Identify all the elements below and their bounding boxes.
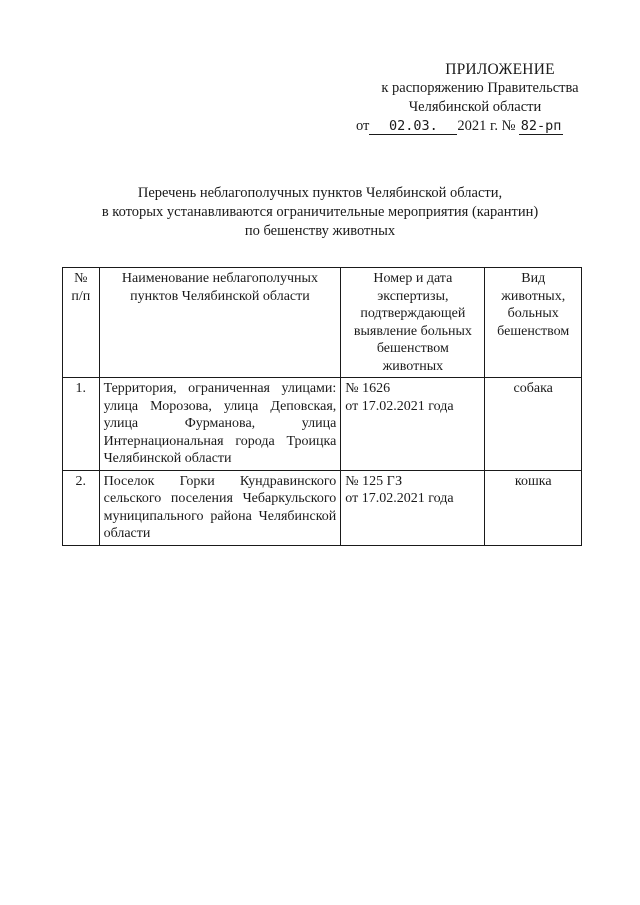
exam-date: от 17.02.2021 года — [345, 491, 454, 506]
exam-number: № 125 ГЗ — [345, 473, 403, 489]
order-date: 02.03. — [369, 118, 457, 135]
header-examination: Номер и дата экспертизы, подтверждающей выявление больных бешенством животных — [341, 268, 485, 378]
row-animal-kind: кошка — [485, 470, 582, 545]
affected-points-table — [62, 267, 582, 546]
from-label: от — [356, 118, 370, 134]
header-name: Наименование неблагополучных пунктов Челябинской области — [99, 268, 341, 378]
header-number: № п/п — [63, 268, 100, 378]
row-examination — [341, 470, 485, 545]
exam-date: от 17.02.2021 года — [345, 398, 454, 414]
row-animal-kind: собака — [485, 378, 582, 471]
appendix-title: ПРИЛОЖЕНИЕ — [445, 61, 555, 78]
heading-line-1: Перечень неблагополучных пунктов Челябинской области, — [137, 185, 503, 201]
appendix-block — [340, 60, 600, 136]
table-row — [63, 378, 582, 471]
year-label: 2021 г. № — [457, 118, 516, 134]
exam-number: № 1626 — [345, 381, 391, 396]
appendix-order-line: к распоряжению Правительства — [381, 80, 579, 96]
order-number: 82-рп — [520, 118, 562, 134]
document-heading — [80, 184, 560, 241]
heading-line-3: по бешенству животных — [244, 223, 396, 239]
row-number: 1. — [63, 378, 100, 471]
row-number: 2. — [63, 470, 100, 545]
table-header-row — [63, 268, 582, 378]
table-row — [63, 470, 582, 545]
row-name: Территория, ограниченная улицами: улица Морозова, улица Деповская, улица Фурманова, улица Интернациональная города Троицка Челябинской области — [99, 378, 341, 471]
row-examination — [341, 378, 485, 471]
heading-line-2: в которых устанавливаются ограничительные мероприятия (карантин) — [101, 204, 539, 220]
row-name: Поселок Горки Кундравинского сельского поселения Чебаркульского муниципального района Челябинской области — [99, 470, 341, 545]
appendix-region-line: Челябинской области — [408, 99, 542, 115]
header-animal-kind: Вид животных, больных бешенством — [485, 268, 582, 378]
appendix-date-line — [340, 117, 600, 136]
